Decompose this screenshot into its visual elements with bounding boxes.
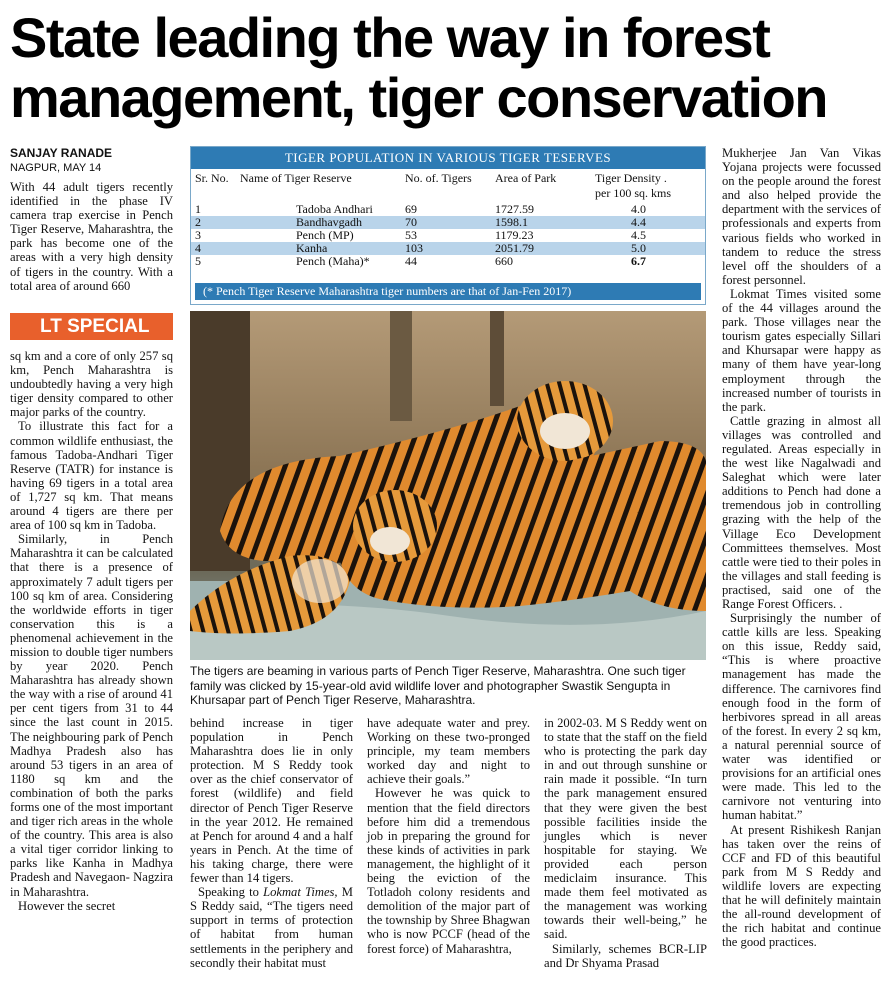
- table-cell: Pench (Maha)*: [236, 255, 401, 268]
- headline: [10, 8, 880, 128]
- article-paragraph: have adequate water and prey. Working on these two-pronged principle, my team members worked day and night to achieve their goals.”: [367, 716, 530, 787]
- table-cell: 4.5: [591, 229, 705, 242]
- col-header: Sr. No.: [191, 169, 236, 203]
- table-cell: 4.0: [591, 203, 705, 216]
- tiger-population-table: [190, 146, 706, 305]
- section-tag: LT SPECIAL: [10, 313, 173, 340]
- table-cell: 4.4: [591, 216, 705, 229]
- table-row: [191, 242, 705, 255]
- col-header-line: Tiger Density .: [595, 171, 667, 185]
- table-cell: 1: [191, 203, 236, 216]
- text-run: M S Reddy said, “The tigers need support in terms of protection of habitat from human settlements in the periphery and secondly their habitat must: [190, 885, 353, 970]
- tiger-family-photo: [190, 311, 706, 660]
- column-1-top: [10, 146, 173, 293]
- table-cell: 4: [191, 242, 236, 255]
- table-cell: 3: [191, 229, 236, 242]
- dateline: NAGPUR, MAY 14: [10, 162, 102, 174]
- table-cell: 69: [401, 203, 491, 216]
- col-header: Name of Tiger Reserve: [236, 169, 401, 203]
- table-cell: 2: [191, 216, 236, 229]
- publication-name: Lokmat Times,: [263, 885, 338, 900]
- table-row: [191, 255, 705, 268]
- article-paragraph: Cattle grazing in almost all villages was controlled and regulated. Areas especially in the west like Nagalwadi and Saleghat which were later additions to Pench had done a tremendous job in controlling grazing with the help of the Village Eco Development Committees themselves. Most cattle were tied to their poles in the villages and stall feeding is practised, said one of the Range Forest Officers. .: [722, 413, 881, 611]
- table-cell: Bandhavgadh: [236, 216, 401, 229]
- table-cell: Pench (MP): [236, 229, 401, 242]
- table-row: [191, 203, 705, 216]
- table-cell: 1179.23: [491, 229, 591, 242]
- article-paragraph: Lokmat Times visited some of the 44 villages around the park. Those villages near the tourism gates especially Sillari and Khursapar were happy as many of them have year-long employment through the increased number of tourists in the park.: [722, 286, 881, 414]
- headline-line-2: management, tiger conservation: [10, 66, 828, 129]
- table-row: [191, 216, 705, 229]
- table-cell: 1598.1: [491, 216, 591, 229]
- article-paragraph: Similarly, schemes BCR-LIP and Dr Shyama Prasad: [544, 941, 707, 970]
- article-paragraph: At present Rishikesh Ranjan has taken over the reins of CCF and FD of this beautiful park from M S Reddy and wildlife lovers are expecting that he will definitely maintain the all-round development of the rich habitat and continue the good practices.: [722, 822, 881, 950]
- column-3: [367, 716, 530, 956]
- column-1-bottom: [10, 349, 173, 913]
- article-paragraph: With 44 adult tigers recently identified in the phase IV camera trap exercise in Pench Tiger Reserve, Maharashtra, the park has become one of the areas with a very high density of tigers in the country. With a total area of around 660: [10, 180, 173, 293]
- table-row: [191, 229, 705, 242]
- col-header-line: per 100 sq. kms: [595, 186, 671, 200]
- data-table: [191, 169, 705, 268]
- article-paragraph: in 2002-03. M S Reddy went on to state that the staff on the field who is protecting the park day in and out through sunshine or rain made it possible. “In turn the park management ensured that they were given the best possible facilities inside the jungles which is never hospitable for staying. We provided each person mediclaim insurance. This made them feel motivated as the management was working towards their well-being,” he said.: [544, 716, 707, 942]
- table-cell: 103: [401, 242, 491, 255]
- col-header: Area of Park: [491, 169, 591, 203]
- table-cell: Kanha: [236, 242, 401, 255]
- table-cell: 1727.59: [491, 203, 591, 216]
- article-paragraph: Surprisingly the number of cattle kills are less. Speaking on this issue, Reddy said, “This is where proactive management has made the difference. The carnivores find enough food in the form of herbivores spread in all areas of the forest. In every 2 sq km, a natural perennial source of water was identified or provisions for an artificial ones were made. This led to the carnivore not venturing into human habitat.”: [722, 611, 881, 823]
- article-paragraph: sq km and a core of only 257 sq km, Pench Maharashtra is undoubtedly having a very high tiger density compared to other major parks of the country.: [10, 349, 173, 420]
- article-paragraph: behind increase in tiger population in Pench Maharashtra does lie in only protection. M S Reddy took over as the chief conservator of forest (wildlife) and field director of Pench Tiger Reserve in the year 2012. He remained at Pench for around 4 and a half years in Pench. At the time of his taking charge, there were fewer than 14 tigers.: [190, 716, 353, 886]
- text-run: Speaking to: [198, 885, 264, 900]
- table-cell: 6.7: [591, 255, 705, 268]
- table-cell: Tadoba Andhari: [236, 203, 401, 216]
- table-cell: 660: [491, 255, 591, 268]
- tiger-photo-illustration: [190, 311, 706, 660]
- table-cell: 53: [401, 229, 491, 242]
- article-paragraph: However he was quick to mention that the field directors before him did a tremendous job in preparing the ground for these kinds of activities in park management, the highlight of it being the eviction of the Totladoh colony residents and demolition of the major part of the township by Shree Bhagwan who is now PCCF (head of the forest force) of Maharashtra,: [367, 786, 530, 956]
- article-paragraph: [190, 885, 353, 970]
- byline-author: SANJAY RANADE: [10, 146, 113, 160]
- table-cell: 44: [401, 255, 491, 268]
- table-title: TIGER POPULATION IN VARIOUS TIGER TESERVES: [191, 147, 705, 169]
- table-cell: 70: [401, 216, 491, 229]
- table-cell: 2051.79: [491, 242, 591, 255]
- photo-caption: The tigers are beaming in various parts of Pench Tiger Reserve, Maharashtra. One such tiger family was clicked by 15-year-old avid wildlife lover and photographer Swastik Sengupta in Khursapar part of Pench Tiger Reserve, Maharashtra.: [190, 664, 686, 707]
- table-footnote: (* Pench Tiger Reserve Maharashtra tiger numbers are that of Jan-Fen 2017): [195, 283, 701, 300]
- column-4: [544, 716, 707, 970]
- article-paragraph: Mukherjee Jan Van Vikas Yojana projects were focussed on the people around the forest and also helped provide the department with the services of professionals and experts from various fields who worked in tandem to reduce the stress level off the shoulders of a forest personnel.: [722, 146, 881, 287]
- article-paragraph: To illustrate this fact for a common wildlife enthusiast, the famous Tadoba-Andhari Tiger Reserve (TATR) for instance is having 69 tigers in a total area of 1,727 sq km. That means around 4 tigers are there per area of 100 sq km in Tadoba.: [10, 419, 173, 533]
- table-cell: 5.0: [591, 242, 705, 255]
- column-2: [190, 716, 353, 970]
- article-paragraph: Similarly, in Pench Maharashtra it can be calculated that there is a presence of approximately 7 adult tigers per 100 sq km of area. Considering the worldwide efforts in tiger conservation this is a phenomenal achievement in the mission to double tiger numbers by year 2020. Pench Maharashtra has already shown the way with a rise of around 41 per cent tigers from 31 to 44 since the last count in 2015. The neighbouring park of Pench Madhya Pradesh also has around 53 tigers in an area of 1180 sq km and the combination of both the parks forms one of the most important and tiger rich areas in the whole of the country. This area is also a vital tiger corridor linking to parks like Kanha in Madhya Pradesh and Navegaon- Nagzira in Maharashtra.: [10, 532, 173, 899]
- article-paragraph: However the secret: [18, 898, 116, 913]
- column-5: [722, 146, 881, 949]
- table-cell: 5: [191, 255, 236, 268]
- col-header: No. of. Tigers: [401, 169, 491, 203]
- col-header: [591, 169, 705, 203]
- headline-line-1: State leading the way in forest: [10, 6, 770, 69]
